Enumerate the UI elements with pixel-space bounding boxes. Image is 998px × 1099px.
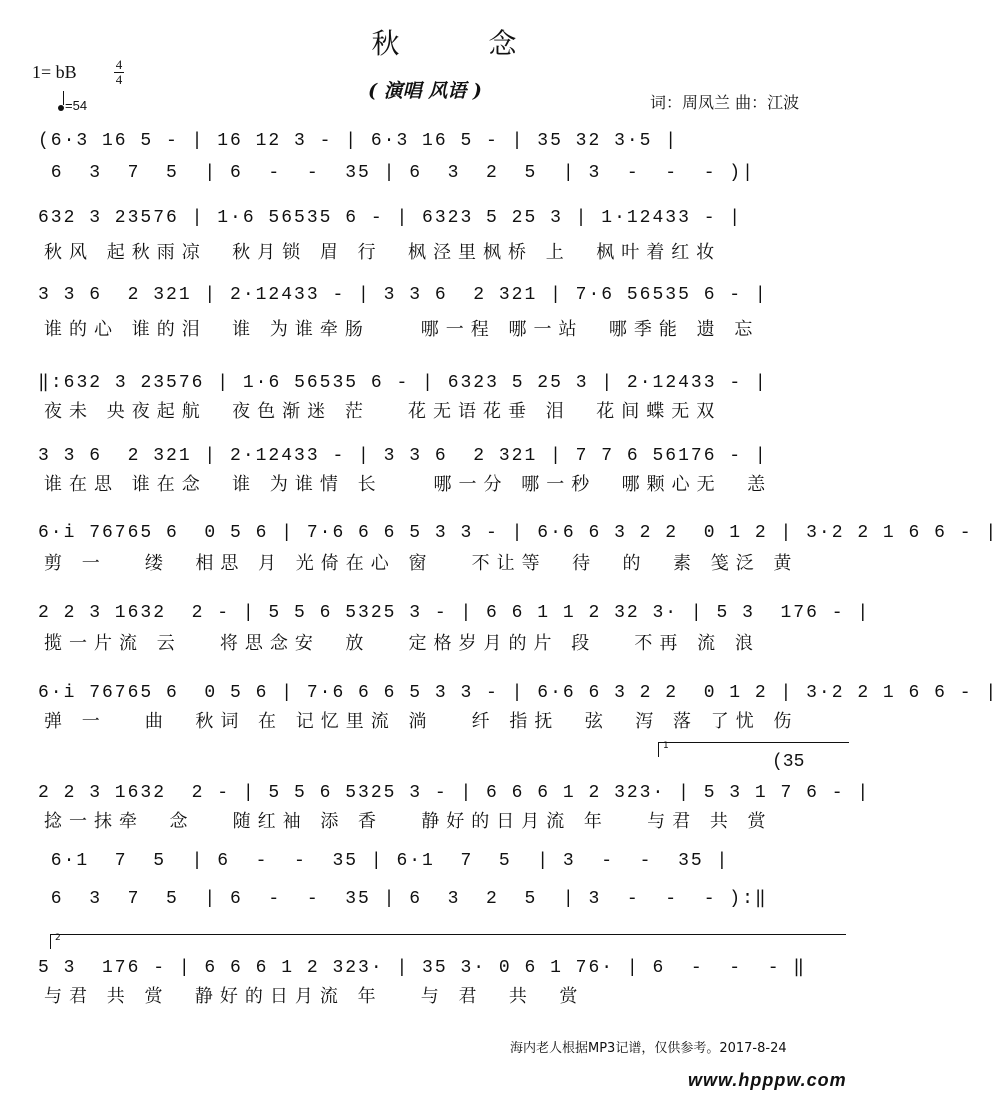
volta-bracket-second	[50, 934, 846, 949]
notation-line: ‖:632 3 23576 | 1·6 56535 6 - | 6323 5 25 3 | 2·12433 - |	[38, 373, 768, 393]
time-signature-bottom: 4	[115, 72, 123, 87]
time-signature-top: 4	[115, 57, 123, 72]
credits: 词：周凤兰 曲：江波	[650, 93, 800, 112]
lyric-line: 弹 一 曲 秋词 在 记忆里流 淌 纤 指抚 弦 泻 落 了忧 伤	[44, 711, 799, 732]
notation-line: 6·i 76765 6 0 5 6 | 7·6 6 6 5 3 3 - | 6·6 6 3 2 2 0 1 2 | 3·2 2 1 6 6 - |	[38, 683, 998, 703]
notation-line: 6·i 76765 6 0 5 6 | 7·6 6 6 5 3 3 - | 6·6 6 3 2 2 0 1 2 | 3·2 2 1 6 6 - |	[38, 523, 998, 543]
volta-bracket-first	[658, 742, 849, 757]
lyric-line: 与君 共 赏 静好的日月流 年 与 君 共 赏	[44, 986, 585, 1007]
lyric-line: 谁的心 谁的泪 谁 为谁牵肠 哪一程 哪一站 哪季能 遗 忘	[44, 319, 760, 340]
transcription-note: 海内老人根据MP3记谱，仅供参考。2017-8-24	[510, 1041, 787, 1056]
pickup-notes: (35	[772, 752, 805, 772]
notation-line: 6 3 7 5 | 6 - - 35 | 6 3 2 5 | 3 - - - )|	[38, 163, 755, 183]
volta-number: 2	[55, 933, 61, 943]
tempo-value: =54	[65, 98, 88, 113]
notation-line: 6 3 7 5 | 6 - - 35 | 6 3 2 5 | 3 - - - ):‖	[38, 889, 768, 909]
song-title: 秋 念	[371, 27, 557, 60]
website-watermark: www.hpppw.com	[688, 1070, 847, 1090]
performer: ( 演唱 风语 )	[368, 80, 482, 102]
lyric-line: 剪 一 缕 相思 月 光倚在心 窗 不让等 待 的 素 笺泛 黄	[44, 553, 799, 574]
time-signature	[114, 58, 124, 87]
key-signature: 1= bB	[32, 62, 77, 82]
notation-line: 3 3 6 2 321 | 2·12433 - | 3 3 6 2 321 | 7·6 56535 6 - |	[38, 285, 768, 305]
lyric-line: 揽一片流 云 将思念安 放 定格岁月的片 段 不再 流 浪	[44, 633, 760, 654]
notation-line: 632 3 23576 | 1·6 56535 6 - | 6323 5 25 3 | 1·12433 - |	[38, 208, 743, 228]
quarter-note-icon	[58, 105, 64, 111]
tempo-marking	[58, 96, 87, 113]
notation-line: 2 2 3 1632 2 - | 5 5 6 5325 3 - | 6 6 1 1 2 32 3· | 5 3 176 - |	[38, 603, 871, 623]
notation-line: 5 3 176 - | 6 6 6 1 2 323· | 35 3· 0 6 1 76· | 6 - - - ‖	[38, 958, 807, 978]
notation-line: 6·1 7 5 | 6 - - 35 | 6·1 7 5 | 3 - - 35 |	[38, 851, 730, 871]
notation-line: 2 2 3 1632 2 - | 5 5 6 5325 3 - | 6 6 6 1 2 323· | 5 3 1 7 6 - |	[38, 783, 871, 803]
volta-number: 1	[663, 741, 669, 751]
notation-line: (6·3 16 5 - | 16 12 3 - | 6·3 16 5 - | 35 32 3·5 |	[38, 131, 679, 151]
lyric-line: 夜未 央夜起航 夜色渐迷 茫 花无语花垂 泪 花间蝶无双	[44, 401, 722, 422]
note-stem	[63, 91, 64, 105]
notation-line: 3 3 6 2 321 | 2·12433 - | 3 3 6 2 321 | 7 7 6 56176 - |	[38, 446, 768, 466]
lyric-line: 秋风 起秋雨凉 秋月锁 眉 行 枫泾里枫桥 上 枫叶着红妆	[44, 242, 722, 263]
lyric-line: 捻一抹牵 念 随红袖 添 香 静好的日月流 年 与君 共 赏	[44, 811, 773, 832]
lyric-line: 谁在思 谁在念 谁 为谁情 长 哪一分 哪一秒 哪颗心无 恙	[44, 474, 773, 495]
